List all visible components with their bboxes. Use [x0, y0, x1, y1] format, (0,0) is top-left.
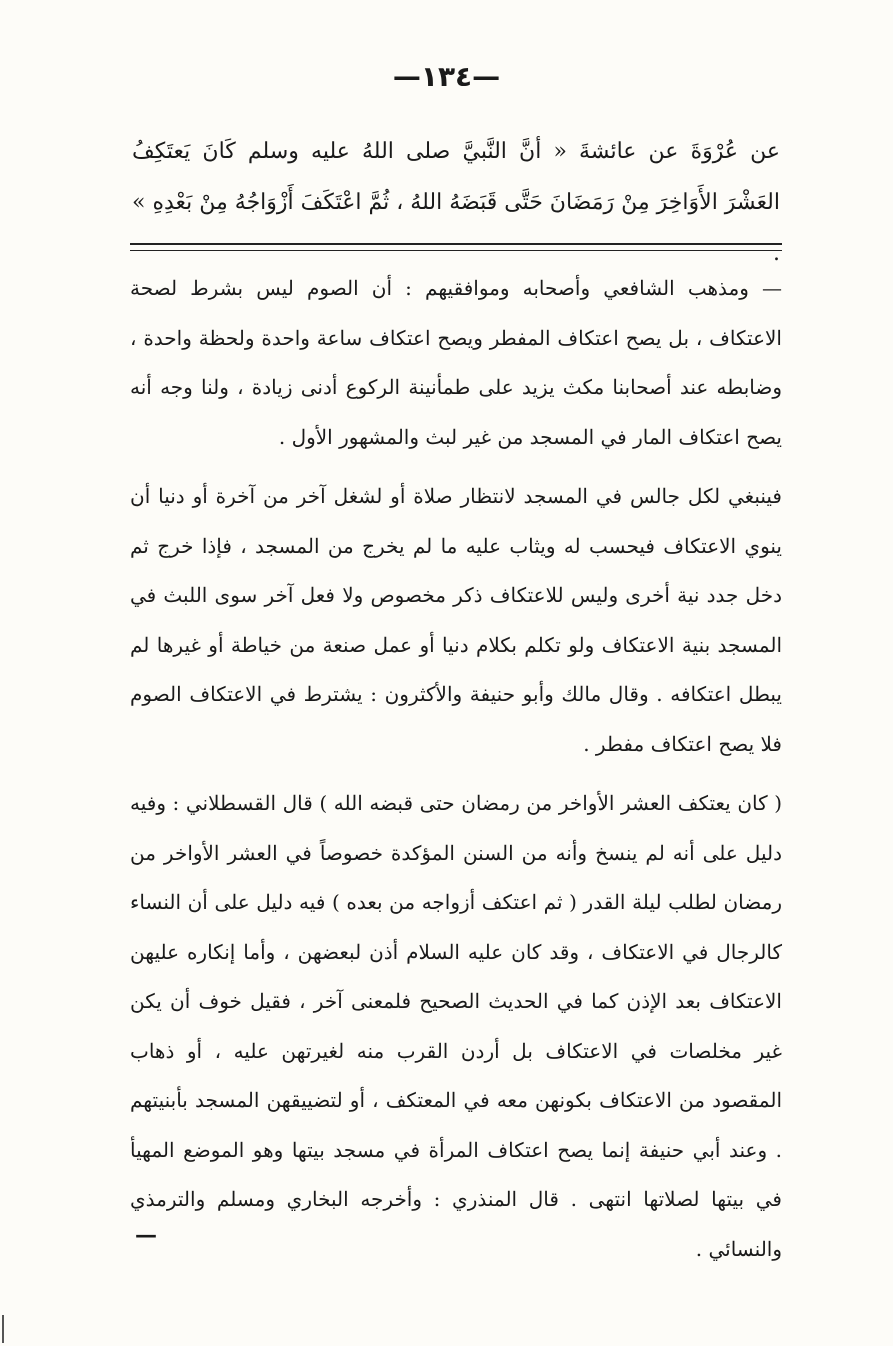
commentary-paragraph: — ومذهب الشافعي وأصحابه وموافقيهم : أن الصوم ليس بشرط لصحة الاعتكاف ، بل يصح اعتكاف المفطر ويصح اعتكاف ساعة واحدة ولحظة واحدة ، وضابطه عند أصحابنا مكث يزيد على طمأنينة الركوع أدنى زيادة ، ولنا وجه أنه يصح اعتكاف المار في المسجد من غير لبث والمشهور الأول .	[130, 276, 782, 449]
separator-rule-bottom	[130, 250, 782, 251]
commentary-paragraph: ( كان يعتكف العشر الأواخر من رمضان حتى قبضه الله ) قال القسطلاني : وفيه دليل على أنه لم ينسخ وأنه من السنن المؤكدة خصوصاً في العشر الأواخر من رمضان لطلب ليلة القدر ( ثم اعتكف أزواجه من بعده ) فيه دليل على أن النساء كالرجال في الاعتكاف ، وقد كان عليه السلام أذن لبعضهن ، وأما إنكاره عليهن الاعتكاف بعد الإذن كما في الحديث الصحيح فلمعنى آخر ، فقيل خوف أن يكن غير مخلصات في الاعتكاف بل أردن القرب منه لغيرتهن عليه ، أو ذهاب المقصود من الاعتكاف بكونهن معه في المعتكف ، أو لتضييقهن المسجد بأبنيتهم . وعند أبي حنيفة إنما يصح اعتكاف المرأة في مسجد بيتها وهو الموضع المهيأ في بيتها لصلاتها انتهى . قال المنذري : وأخرجه البخاري ومسلم والترمذي والنسائي .	[130, 791, 782, 1261]
hadith-text: عن عُرْوَةَ عن عائشةَ « أنَّ النَّبيَّ صلى اللهُ عليه وسلم كَانَ يَعتَكِفُ العَشْرَ الأَوَاخِرَ مِنْ رَمَضَانَ حَتَّى قَبَضَهُ اللهُ ، ثُمَّ اعْتَكَفَ أَزْوَاجُهُ مِنْ بَعْدِهِ » .	[132, 139, 780, 266]
commentary-paragraph: فينبغي لكل جالس في المسجد لانتظار صلاة أو لشغل آخر من آخرة أو دنيا أن ينوي الاعتكاف فيحسب له ويثاب عليه ما لم يخرج من المسجد ، فإذا خرج ثم دخل جدد نية أخرى وليس للاعتكاف ذكر مخصوص ولا فعل آخر سوى اللبث في المسجد بنية الاعتكاف ولو تكلم بكلام دنيا أو عمل صنعة من خياطة أو غيرها لم يبطل اعتكافه . وقال مالك وأبو حنيفة والأكثرون : يشترط في الاعتكاف الصوم فلا يصح اعتكاف مفطر .	[130, 484, 782, 756]
margin-tick	[2, 1315, 4, 1343]
separator-rule-top	[130, 243, 782, 245]
commentary	[130, 264, 782, 1274]
page-number: —١٣٤—	[392, 60, 501, 93]
continuation-mark: —	[135, 1222, 157, 1248]
